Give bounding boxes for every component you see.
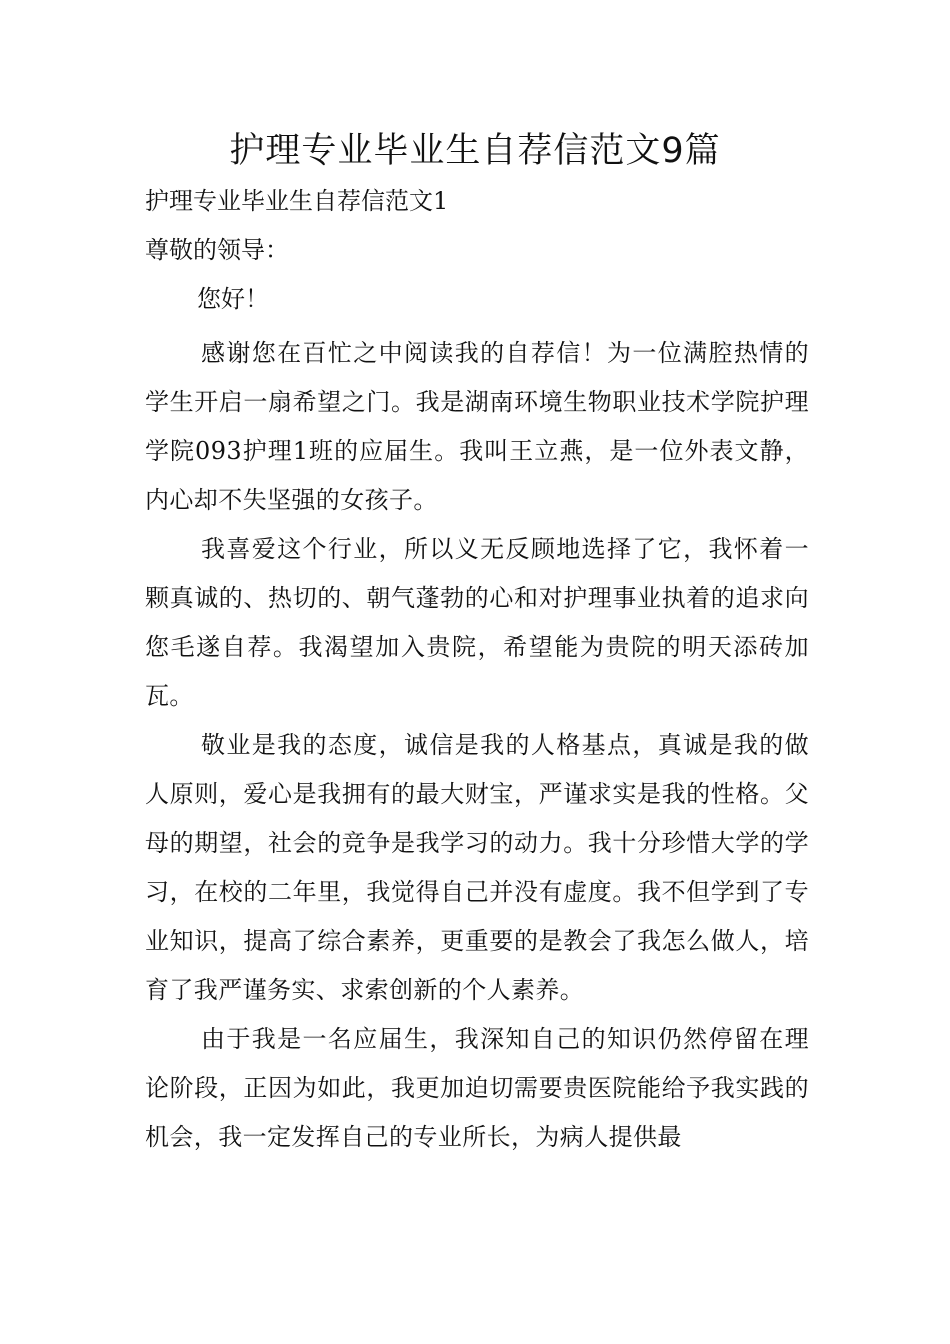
body-paragraph-4: 由于我是一名应届生，我深知自己的知识仍然停留在理论阶段，正因为如此，我更加迫切需要贵医院能给予我实践的机会，我一定发挥自己的专业所长，为病人提供最 [145,1025,809,1151]
section-heading: 护理专业毕业生自荐信范文1 [145,187,449,215]
body-paragraph-3: 敬业是我的态度，诚信是我的人格基点，真诚是我的做人原则，爱心是我拥有的最大财宝，严谨求实是我的性格。父母的期望，社会的竞争是我学习的动力。我十分珍惜大学的学习，在校的二年里，我觉得自己并没有虚度。我不但学到了专业知识，提高了综合素养，更重要的是教会了我怎么做人，培育了我严谨务实、求索创新的个人素养。 [145,731,809,1004]
salutation: 尊敬的领导： [145,236,289,264]
document-title: 护理专业毕业生自荐信范文9篇 [229,131,721,171]
body-paragraph-1: 感谢您在百忙之中阅读我的自荐信！为一位满腔热情的学生开启一扇希望之门。我是湖南环境生物职业技术学院护理学院093护理1班的应届生。我叫王立燕，是一位外表文静，内心却不失坚强的女孩子。 [145,339,809,514]
body-paragraph-2: 我喜爱这个行业，所以义无反顾地选择了它，我怀着一颗真诚的、热切的、朝气蓬勃的心和对护理事业执着的追求向您毛遂自荐。我渴望加入贵院，希望能为贵院的明天添砖加瓦。 [145,535,809,710]
document-body [145,182,809,1162]
greeting: 您好！ [197,285,269,313]
